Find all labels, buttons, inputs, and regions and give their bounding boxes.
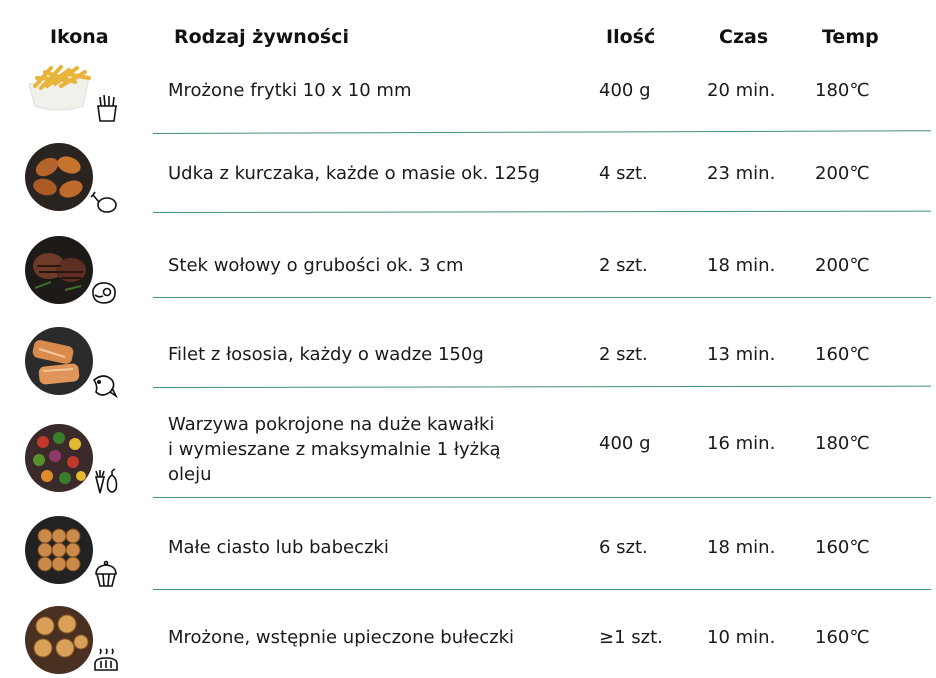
row-divider <box>153 130 931 134</box>
steak-photo <box>25 236 93 304</box>
time: 18 min. <box>707 537 776 558</box>
time: 23 min. <box>707 163 776 184</box>
quantity: 2 szt. <box>599 344 648 365</box>
row-divider <box>153 297 931 298</box>
bread-rolls-photo <box>25 606 93 674</box>
food-type: Mrożone, wstępnie upieczone bułeczki <box>168 627 515 648</box>
row-divider <box>153 589 931 590</box>
time: 10 min. <box>707 627 776 648</box>
time: 16 min. <box>707 433 776 454</box>
quantity: 400 g <box>599 80 651 101</box>
header-food-type: Rodzaj żywności <box>174 26 349 48</box>
temperature: 180℃ <box>815 433 870 454</box>
quantity: 2 szt. <box>599 255 648 276</box>
quantity: 4 szt. <box>599 163 648 184</box>
food-type-line: Warzywa pokrojone na duże kawałki <box>168 414 495 435</box>
header-quantity: Ilość <box>606 26 656 48</box>
food-type: Małe ciasto lub babeczki <box>168 537 389 558</box>
cupcakes-photo <box>25 516 93 584</box>
header-temp: Temp <box>822 26 879 48</box>
temperature: 160℃ <box>815 537 870 558</box>
temperature: 180℃ <box>815 80 870 101</box>
quantity: 400 g <box>599 433 651 454</box>
temperature: 200℃ <box>815 163 870 184</box>
fries-photo <box>25 62 97 114</box>
food-type-line: i wymieszane z maksymalnie 1 łyżką <box>168 439 501 460</box>
fish-icon <box>90 370 118 398</box>
row-divider <box>153 386 931 388</box>
cupcake-icon <box>92 560 120 588</box>
vegetables-photo <box>25 424 93 492</box>
quantity: 6 szt. <box>599 537 648 558</box>
vegetables-icon <box>92 467 120 495</box>
chicken-leg-icon <box>90 190 118 218</box>
time: 20 min. <box>707 80 776 101</box>
row-divider <box>153 211 931 213</box>
food-type-line: oleju <box>168 464 212 485</box>
chicken-photo <box>25 143 93 211</box>
bread-icon <box>92 648 120 676</box>
header-time: Czas <box>719 26 769 48</box>
food-type: Filet z łososia, każdy o wadze 150g <box>168 344 484 365</box>
time: 18 min. <box>707 255 776 276</box>
temperature: 200℃ <box>815 255 870 276</box>
header-icon: Ikona <box>50 26 109 48</box>
food-type: Mrożone frytki 10 x 10 mm <box>168 80 412 101</box>
time: 13 min. <box>707 344 776 365</box>
temperature: 160℃ <box>815 344 870 365</box>
food-type: Stek wołowy o grubości ok. 3 cm <box>168 255 464 276</box>
steak-icon <box>90 280 118 308</box>
row-divider <box>153 497 931 498</box>
fries-icon <box>94 94 122 122</box>
salmon-photo <box>25 327 93 395</box>
food-type: Udka z kurczaka, każde o masie ok. 125g <box>168 163 540 184</box>
quantity: ≥1 szt. <box>599 627 663 648</box>
temperature: 160℃ <box>815 627 870 648</box>
